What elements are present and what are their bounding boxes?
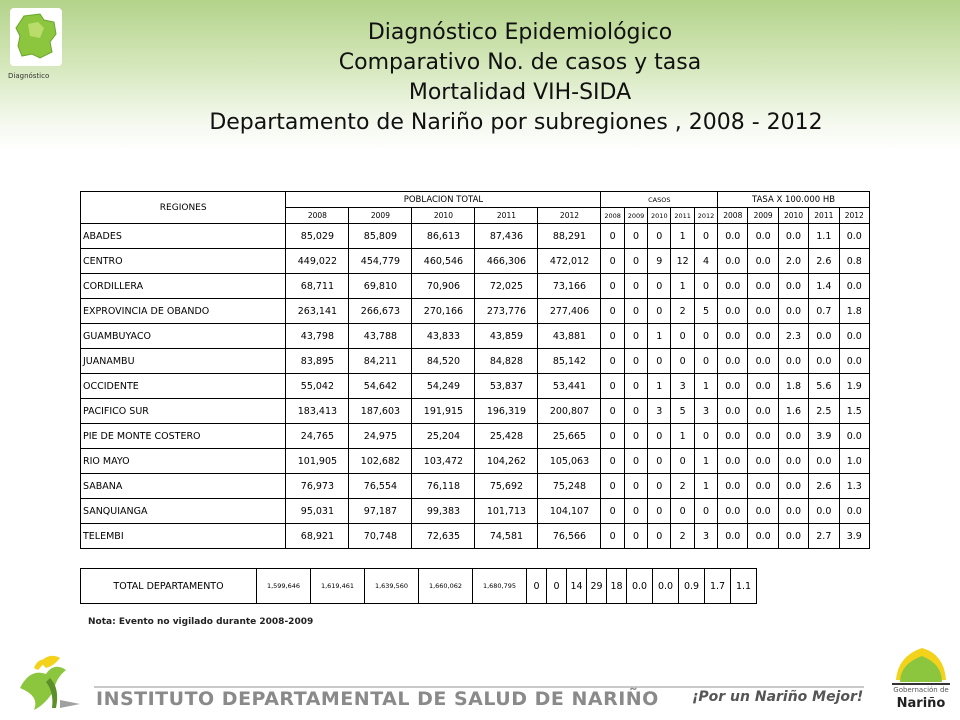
casos-cell: 0	[671, 324, 694, 349]
tasa-cell: 2.5	[809, 399, 839, 424]
tasa-cell: 1.5	[839, 399, 870, 424]
year-tasa-2011: 2011	[809, 208, 839, 224]
poblacion-cell: 75,692	[475, 474, 538, 499]
casos-cell: 0	[601, 224, 624, 249]
tasa-cell: 0.0	[748, 399, 778, 424]
year-casos-2011: 2011	[671, 208, 694, 224]
year-pob-2010: 2010	[412, 208, 475, 224]
table-row	[81, 474, 870, 499]
year-casos-2012: 2012	[694, 208, 717, 224]
poblacion-cell: 54,642	[349, 374, 412, 399]
poblacion-cell: 104,107	[538, 499, 601, 524]
region-name: OCCIDENTE	[81, 374, 286, 399]
tasa-cell: 0.0	[839, 424, 870, 449]
poblacion-cell: 76,554	[349, 474, 412, 499]
poblacion-cell: 87,436	[475, 224, 538, 249]
tasa-cell: 0.0	[778, 274, 808, 299]
poblacion-cell: 84,211	[349, 349, 412, 374]
tasa-cell: 0.0	[718, 224, 748, 249]
tasa-cell: 2.6	[809, 474, 839, 499]
tasa-cell: 0.0	[748, 474, 778, 499]
casos-cell: 0	[601, 424, 624, 449]
tasa-cell: 1.1	[809, 224, 839, 249]
poblacion-cell: 191,915	[412, 399, 475, 424]
casos-cell: 0	[601, 374, 624, 399]
tasa-cell: 0.0	[809, 349, 839, 374]
poblacion-cell: 449,022	[286, 249, 349, 274]
poblacion-cell: 74,581	[475, 524, 538, 549]
casos-cell: 4	[694, 249, 717, 274]
poblacion-cell: 43,788	[349, 324, 412, 349]
poblacion-cell: 86,613	[412, 224, 475, 249]
poblacion-cell: 85,142	[538, 349, 601, 374]
table-note: Nota: Evento no vigilado durante 2008-2009	[88, 617, 314, 627]
poblacion-cell: 68,921	[286, 524, 349, 549]
casos-cell: 0	[648, 349, 671, 374]
poblacion-cell: 54,249	[412, 374, 475, 399]
poblacion-cell: 183,413	[286, 399, 349, 424]
casos-cell: 5	[694, 299, 717, 324]
total-tasa-cell: 0.0	[653, 569, 679, 604]
poblacion-cell: 25,204	[412, 424, 475, 449]
casos-cell: 0	[601, 449, 624, 474]
casos-cell: 0	[624, 324, 647, 349]
casos-cell: 0	[671, 449, 694, 474]
casos-cell: 0	[648, 424, 671, 449]
year-pob-2012: 2012	[538, 208, 601, 224]
casos-cell: 0	[624, 399, 647, 424]
tasa-cell: 1.9	[839, 374, 870, 399]
tasa-cell: 2.0	[778, 249, 808, 274]
tasa-cell: 0.0	[839, 349, 870, 374]
tasa-cell: 2.7	[809, 524, 839, 549]
tasa-cell: 0.0	[748, 224, 778, 249]
tasa-cell: 0.0	[718, 324, 748, 349]
tasa-cell: 0.0	[718, 399, 748, 424]
casos-cell: 0	[694, 224, 717, 249]
page-title	[0, 18, 960, 138]
year-pob-2009: 2009	[349, 208, 412, 224]
casos-cell: 1	[648, 324, 671, 349]
year-casos-2009: 2009	[624, 208, 647, 224]
region-name: ABADES	[81, 224, 286, 249]
casos-cell: 0	[648, 499, 671, 524]
poblacion-cell: 187,603	[349, 399, 412, 424]
table-row	[81, 424, 870, 449]
tasa-cell: 0.0	[839, 499, 870, 524]
poblacion-cell: 84,520	[412, 349, 475, 374]
total-casos-cell: 14	[567, 569, 587, 604]
casos-cell: 0	[601, 249, 624, 274]
tasa-cell: 0.0	[718, 449, 748, 474]
region-name: RIO MAYO	[81, 449, 286, 474]
casos-cell: 0	[671, 499, 694, 524]
poblacion-cell: 104,262	[475, 449, 538, 474]
tasa-cell: 0.0	[778, 449, 808, 474]
poblacion-cell: 76,973	[286, 474, 349, 499]
poblacion-cell: 454,779	[349, 249, 412, 274]
tasa-cell: 2.6	[809, 249, 839, 274]
tasa-cell: 3.9	[839, 524, 870, 549]
tasa-cell: 0.0	[718, 274, 748, 299]
total-row	[81, 569, 757, 604]
casos-cell: 0	[624, 374, 647, 399]
total-poblacion-cell: 1,680,795	[473, 569, 527, 604]
tasa-cell: 0.0	[718, 524, 748, 549]
tasa-cell: 2.3	[778, 324, 808, 349]
tasa-cell: 0.0	[778, 299, 808, 324]
poblacion-cell: 95,031	[286, 499, 349, 524]
tasa-cell: 0.0	[718, 299, 748, 324]
casos-cell: 12	[671, 249, 694, 274]
poblacion-cell: 43,859	[475, 324, 538, 349]
region-name: PIE DE MONTE COSTERO	[81, 424, 286, 449]
tasa-cell: 0.0	[718, 249, 748, 274]
slogan: ¡Por un Nariño Mejor!	[692, 689, 864, 705]
casos-cell: 0	[694, 499, 717, 524]
total-casos-cell: 0	[547, 569, 567, 604]
tasa-cell: 1.4	[809, 274, 839, 299]
poblacion-cell: 75,248	[538, 474, 601, 499]
casos-cell: 0	[601, 349, 624, 374]
poblacion-cell: 43,881	[538, 324, 601, 349]
tasa-cell: 0.0	[748, 374, 778, 399]
year-pob-2008: 2008	[286, 208, 349, 224]
tasa-cell: 0.0	[748, 449, 778, 474]
poblacion-cell: 460,546	[412, 249, 475, 274]
tasa-cell: 0.0	[778, 224, 808, 249]
year-pob-2011: 2011	[475, 208, 538, 224]
institute-name: INSTITUTO DEPARTAMENTAL DE SALUD DE NARIÑO	[96, 688, 659, 710]
year-tasa-2009: 2009	[748, 208, 778, 224]
poblacion-cell: 103,472	[412, 449, 475, 474]
table-row	[81, 449, 870, 474]
year-casos-2008: 2008	[601, 208, 624, 224]
total-table	[80, 568, 757, 604]
poblacion-cell: 99,383	[412, 499, 475, 524]
casos-cell: 5	[671, 399, 694, 424]
tasa-cell: 1.0	[839, 449, 870, 474]
title-line-3: Mortalidad VIH-SIDA	[408, 80, 632, 105]
poblacion-cell: 196,319	[475, 399, 538, 424]
casos-cell: 1	[671, 424, 694, 449]
casos-cell: 3	[694, 399, 717, 424]
casos-cell: 0	[601, 474, 624, 499]
poblacion-cell: 200,807	[538, 399, 601, 424]
year-tasa-2012: 2012	[839, 208, 870, 224]
poblacion-cell: 53,837	[475, 374, 538, 399]
casos-cell: 3	[694, 524, 717, 549]
casos-cell: 1	[694, 374, 717, 399]
header-regiones: REGIONES	[81, 192, 286, 224]
table-row	[81, 374, 870, 399]
casos-cell: 1	[671, 224, 694, 249]
poblacion-cell: 25,665	[538, 424, 601, 449]
poblacion-cell: 24,975	[349, 424, 412, 449]
casos-cell: 0	[648, 299, 671, 324]
region-name: PACIFICO SUR	[81, 399, 286, 424]
tasa-cell: 0.0	[748, 299, 778, 324]
casos-cell: 0	[624, 524, 647, 549]
tasa-cell: 0.0	[718, 474, 748, 499]
casos-cell: 0	[624, 474, 647, 499]
tasa-cell: 1.6	[778, 399, 808, 424]
poblacion-cell: 76,566	[538, 524, 601, 549]
casos-cell: 0	[648, 524, 671, 549]
poblacion-cell: 101,905	[286, 449, 349, 474]
casos-cell: 0	[624, 224, 647, 249]
poblacion-cell: 73,166	[538, 274, 601, 299]
tasa-cell: 0.0	[778, 524, 808, 549]
casos-cell: 2	[671, 524, 694, 549]
tasa-cell: 0.0	[809, 324, 839, 349]
casos-cell: 0	[671, 349, 694, 374]
tasa-cell: 0.0	[778, 474, 808, 499]
casos-cell: 0	[648, 274, 671, 299]
poblacion-cell: 72,025	[475, 274, 538, 299]
casos-cell: 0	[694, 349, 717, 374]
tasa-cell: 0.0	[839, 324, 870, 349]
poblacion-cell: 83,895	[286, 349, 349, 374]
casos-cell: 0	[624, 249, 647, 274]
table-row	[81, 349, 870, 374]
tasa-cell: 0.0	[718, 424, 748, 449]
total-poblacion-cell: 1,599,646	[257, 569, 311, 604]
tasa-cell: 0.0	[748, 424, 778, 449]
poblacion-cell: 43,798	[286, 324, 349, 349]
tasa-cell: 0.0	[809, 499, 839, 524]
tasa-cell: 0.0	[718, 374, 748, 399]
total-tasa-cell: 0.9	[679, 569, 705, 604]
poblacion-cell: 105,063	[538, 449, 601, 474]
title-line-2: Comparativo No. de casos y tasa	[338, 50, 702, 75]
casos-cell: 0	[624, 349, 647, 374]
year-tasa-2008: 2008	[718, 208, 748, 224]
tasa-cell: 0.0	[748, 499, 778, 524]
header-tasa: TASA X 100.000 HB	[718, 192, 870, 208]
tasa-cell: 0.0	[839, 224, 870, 249]
casos-cell: 1	[694, 449, 717, 474]
tasa-cell: 0.0	[718, 349, 748, 374]
region-name: CENTRO	[81, 249, 286, 274]
total-poblacion-cell: 1,639,560	[365, 569, 419, 604]
poblacion-cell: 85,809	[349, 224, 412, 249]
casos-cell: 0	[648, 474, 671, 499]
tasa-cell: 5.6	[809, 374, 839, 399]
casos-cell: 2	[671, 474, 694, 499]
poblacion-cell: 273,776	[475, 299, 538, 324]
gobernacion-name: Nariño	[896, 696, 946, 711]
tasa-cell: 0.0	[748, 524, 778, 549]
region-name: EXPROVINCIA DE OBANDO	[81, 299, 286, 324]
poblacion-cell: 25,428	[475, 424, 538, 449]
tasa-cell: 3.9	[809, 424, 839, 449]
poblacion-cell: 43,833	[412, 324, 475, 349]
poblacion-cell: 466,306	[475, 249, 538, 274]
poblacion-cell: 102,682	[349, 449, 412, 474]
region-name: TELEMBI	[81, 524, 286, 549]
casos-cell: 0	[601, 274, 624, 299]
tasa-cell: 0.0	[778, 349, 808, 374]
tasa-cell: 0.0	[748, 274, 778, 299]
total-casos-cell: 29	[587, 569, 607, 604]
casos-cell: 0	[624, 274, 647, 299]
casos-cell: 3	[648, 399, 671, 424]
title-line-1: Diagnóstico Epidemiológico	[367, 20, 673, 45]
casos-cell: 3	[671, 374, 694, 399]
poblacion-cell: 55,042	[286, 374, 349, 399]
casos-cell: 1	[671, 274, 694, 299]
total-casos-cell: 0	[527, 569, 547, 604]
casos-cell: 0	[601, 299, 624, 324]
poblacion-cell: 85,029	[286, 224, 349, 249]
region-name: JUANAMBU	[81, 349, 286, 374]
poblacion-cell: 70,906	[412, 274, 475, 299]
year-casos-2010: 2010	[648, 208, 671, 224]
year-tasa-2010: 2010	[778, 208, 808, 224]
header-casos: CASOS	[601, 192, 718, 208]
institute-logo-icon	[10, 648, 92, 718]
tasa-cell: 0.7	[809, 299, 839, 324]
poblacion-cell: 97,187	[349, 499, 412, 524]
poblacion-cell: 53,441	[538, 374, 601, 399]
casos-cell: 0	[694, 424, 717, 449]
region-name: SABANA	[81, 474, 286, 499]
data-table	[80, 191, 870, 549]
casos-cell: 0	[624, 424, 647, 449]
poblacion-cell: 266,673	[349, 299, 412, 324]
poblacion-cell: 68,711	[286, 274, 349, 299]
poblacion-cell: 88,291	[538, 224, 601, 249]
tasa-cell: 0.0	[748, 249, 778, 274]
casos-cell: 0	[601, 324, 624, 349]
poblacion-cell: 101,713	[475, 499, 538, 524]
casos-cell: 0	[601, 499, 624, 524]
logo-caption: Diagnóstico	[8, 72, 50, 80]
table-row	[81, 399, 870, 424]
poblacion-cell: 76,118	[412, 474, 475, 499]
poblacion-cell: 263,141	[286, 299, 349, 324]
casos-cell: 0	[601, 524, 624, 549]
table-row	[81, 249, 870, 274]
total-casos-cell: 18	[607, 569, 627, 604]
poblacion-cell: 72,635	[412, 524, 475, 549]
casos-cell: 0	[624, 299, 647, 324]
poblacion-cell: 472,012	[538, 249, 601, 274]
casos-cell: 1	[694, 474, 717, 499]
casos-cell: 2	[671, 299, 694, 324]
poblacion-cell: 277,406	[538, 299, 601, 324]
table-row	[81, 499, 870, 524]
tasa-cell: 0.0	[839, 274, 870, 299]
tasa-cell: 0.0	[748, 324, 778, 349]
table-row	[81, 224, 870, 249]
tasa-cell: 0.0	[718, 499, 748, 524]
tasa-cell: 1.3	[839, 474, 870, 499]
casos-cell: 0	[601, 399, 624, 424]
poblacion-cell: 69,810	[349, 274, 412, 299]
casos-cell: 0	[694, 324, 717, 349]
tasa-cell: 0.8	[839, 249, 870, 274]
table-row	[81, 324, 870, 349]
tasa-cell: 0.0	[748, 349, 778, 374]
total-poblacion-cell: 1,619,461	[311, 569, 365, 604]
casos-cell: 0	[624, 499, 647, 524]
casos-cell: 0	[694, 274, 717, 299]
table-row	[81, 299, 870, 324]
region-name: SANQUIANGA	[81, 499, 286, 524]
poblacion-cell: 270,166	[412, 299, 475, 324]
title-line-4: Departamento de Nariño por subregiones , 2008 - 2012	[209, 110, 823, 135]
casos-cell: 0	[624, 449, 647, 474]
tasa-cell: 0.0	[778, 424, 808, 449]
poblacion-cell: 84,828	[475, 349, 538, 374]
region-name: GUAMBUYACO	[81, 324, 286, 349]
gobernacion-caption: Gobernación de	[893, 686, 949, 694]
poblacion-cell: 70,748	[349, 524, 412, 549]
total-tasa-cell: 0.0	[627, 569, 653, 604]
poblacion-cell: 24,765	[286, 424, 349, 449]
table-row	[81, 524, 870, 549]
tasa-cell: 1.8	[839, 299, 870, 324]
region-name: CORDILLERA	[81, 274, 286, 299]
total-poblacion-cell: 1,660,062	[419, 569, 473, 604]
total-tasa-cell: 1.1	[731, 569, 757, 604]
casos-cell: 0	[648, 224, 671, 249]
casos-cell: 9	[648, 249, 671, 274]
tasa-cell: 1.8	[778, 374, 808, 399]
tasa-cell: 0.0	[809, 449, 839, 474]
table-row	[81, 274, 870, 299]
casos-cell: 0	[648, 449, 671, 474]
tasa-cell: 0.0	[778, 499, 808, 524]
header-poblacion: POBLACION TOTAL	[286, 192, 601, 208]
casos-cell: 1	[648, 374, 671, 399]
total-tasa-cell: 1.7	[705, 569, 731, 604]
total-label: TOTAL DEPARTAMENTO	[81, 569, 257, 604]
